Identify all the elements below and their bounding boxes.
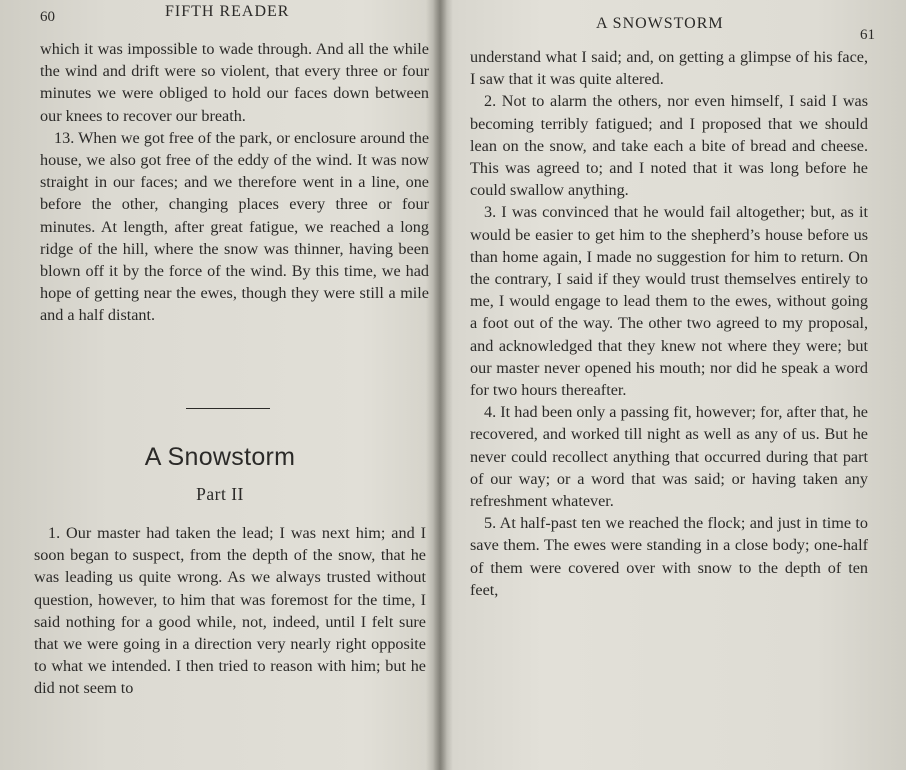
left-page-number: 60	[40, 9, 55, 25]
right-running-head: A SNOWSTORM	[596, 15, 724, 32]
paragraph: 5. At half-past ten we reached the flock; and just in time to save them. The ewes were standing in a close body; one-half of them were covered over with snow to the depth of ten feet,	[470, 514, 868, 599]
left-text-top	[40, 38, 429, 327]
section-title: A Snowstorm	[144, 443, 296, 471]
left-page	[0, 0, 440, 770]
paragraph: 4. It had been only a passing fit, however; for, after that, he recovered, and worked till night as well as any of us. But he never could recollect anything that occurred during that part of our way; or a word that was said; or having taken any refreshment whatever.	[470, 403, 868, 511]
paragraph: understand what I said; and, on getting a glimpse of his face, I saw that it was quite altered.	[470, 48, 868, 89]
left-running-head: FIFTH READER	[165, 3, 290, 20]
paragraph: 2. Not to alarm the others, nor even himself, I said I was becoming terribly fatigued; and I proposed that we should lean on the snow, and take each a bite of bread and cheese. This was agreed to; and I noted that it was long before he could swallow anything.	[470, 92, 868, 200]
paragraph: 13. When we got free of the park, or enclosure around the house, we also got free of the eddy of the wind. It was now straight in our faces; and we therefore went in a line, one before the other, changing places every three or four minutes. At length, after great fatigue, we reached a long ridge of the hill, where the snow was thinner, having been blown off it by the force of the wind. By this time, we had hope of getting near the ewes, though they were still a mile and a half distant.	[40, 128, 429, 325]
section-subtitle: Part II	[196, 484, 244, 504]
section-divider	[186, 408, 270, 409]
right-text	[470, 46, 868, 601]
paragraph: which it was impossible to wade through. And all the while the wind and drift were so violent, that every three or four minutes we were obliged to hold our faces down between our knees to recover our breath.	[40, 40, 429, 125]
right-page-number: 61	[860, 27, 875, 43]
right-page	[450, 0, 906, 770]
paragraph: 1. Our master had taken the lead; I was next him; and I soon began to suspect, from the depth of the snow, that he was leading us quite wrong. As we always trusted without question, however, to him that was foremost for the time, I said nothing for a good while, not, indeed, until I felt sure that we were going in a direction very nearly right opposite to what we intended. I then tried to reason with him; but he did not seem to	[34, 524, 426, 698]
left-text-bottom	[34, 522, 426, 700]
paragraph: 3. I was convinced that he would fail altogether; but, as it would be easier to get him to the shepherd’s house before us than home again, I made no suggestion for him to return. On the contrary, I said if they would trust themselves entirely to me, I would engage to lead them to the ewes, without going a foot out of the way. The other two agreed to my proposal, and acknowledged that they knew not where they were; but our master never opened his mouth; nor did he speak a word for two hours thereafter.	[470, 203, 868, 400]
